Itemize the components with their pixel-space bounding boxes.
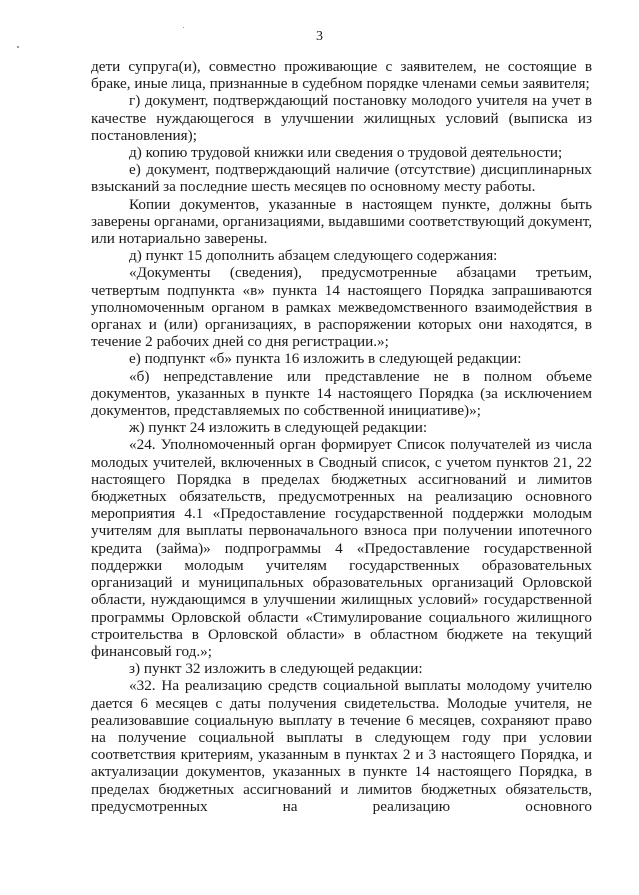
scan-speck <box>17 46 19 48</box>
paragraph-item-g: г) документ, подтверждающий постановку молодого учителя на учет в качестве нуждающегося в улучшении жилищных условий (выписка из постановления); <box>91 92 592 144</box>
paragraph-item-d: д) копию трудовой книжки или сведения о трудовой деятельности; <box>129 144 563 162</box>
paragraph-continuation: дети супруга(и), совместно проживающие с заявителем, не состоящие в браке, иные лица, признанные в судебном порядке членами семьи заявителя; <box>91 58 592 93</box>
paragraph-amendment-zh: ж) пункт 24 изложить в следующей редакции: <box>129 419 428 437</box>
paragraph-copies: Копии документов, указанные в настоящем пункте, должны быть заверены органами, организациями, выдавшими соответствующий документ, или нотариально заверены. <box>91 195 592 248</box>
paragraph-amendment-z: з) пункт 32 изложить в следующей редакции: <box>129 660 423 678</box>
paragraph-quote-b: «б) непредставление или представление не в полном объеме документов, указанных в пункте 14 настоящего Порядка (за исключением документов, представляемых по собственной инициативе)»; <box>91 367 592 420</box>
document-body <box>91 58 592 815</box>
page-number: 3 <box>316 29 323 44</box>
paragraph-quote-documents: «Документы (сведения), предусмотренные абзацами третьим, четвертым подпункта «в» пункта 14 настоящего Порядка запрашиваются уполномоченным органом в рамках межведомственного взаимодействия в органах и (или) организациях, в распоряжении которых они находятся, в течение 2 рабочих дней со дня регистрации.»; <box>91 264 592 351</box>
paragraph-amendment-e: е) подпункт «б» пункта 16 изложить в следующей редакции: <box>129 350 522 368</box>
paragraph-quote-32: «32. На реализацию средств социальной выплаты молодому учителю дается 6 месяцев с даты получения свидетельства. Молодые учителя, не реализовавшие социальную выплату в течение 6 месяцев, сохраняют право на получение социальной выплаты в следующем году при условии соответствия критериям, указанным в пунктах 2 и 3 настоящего Порядка, и актуализации документов, указанных в пункте 14 настоящего Порядка, в пределах бюджетных ассигнований и лимитов бюджетных обязательств, предусмотренных на реализацию основного <box>91 677 592 815</box>
paragraph-amendment-d: д) пункт 15 дополнить абзацем следующего содержания: <box>129 247 498 265</box>
paragraph-quote-24: «24. Уполномоченный орган формирует Список получателей из числа молодых учителей, включенных в Сводный список, с учетом пунктов 21, 22 настоящего Порядка в пределах бюджетных ассигнований и лимитов бюджетных обязательств, предусмотренных на реализацию основного мероприятия 4.1 «Предоставление государственной поддержки молодым учителям для выплаты первоначального взноса при получении ипотечного кредита (займа)» подпрограммы 4 «Предоставление государственной поддержки молодым учителям государственных образовательных организаций и муниципальных образовательных организаций Орловской области, нуждающимся в улучшении жилищных условий» государственной программы Орловской области «Стимулирование социального жилищного строительства в Орловской области» в областном бюджете на текущий финансовый год.»; <box>91 436 592 660</box>
paragraph-item-e: е) документ, подтверждающий наличие (отсутствие) дисциплинарных взысканий за последние шесть месяцев по основному месту работы. <box>91 161 592 196</box>
